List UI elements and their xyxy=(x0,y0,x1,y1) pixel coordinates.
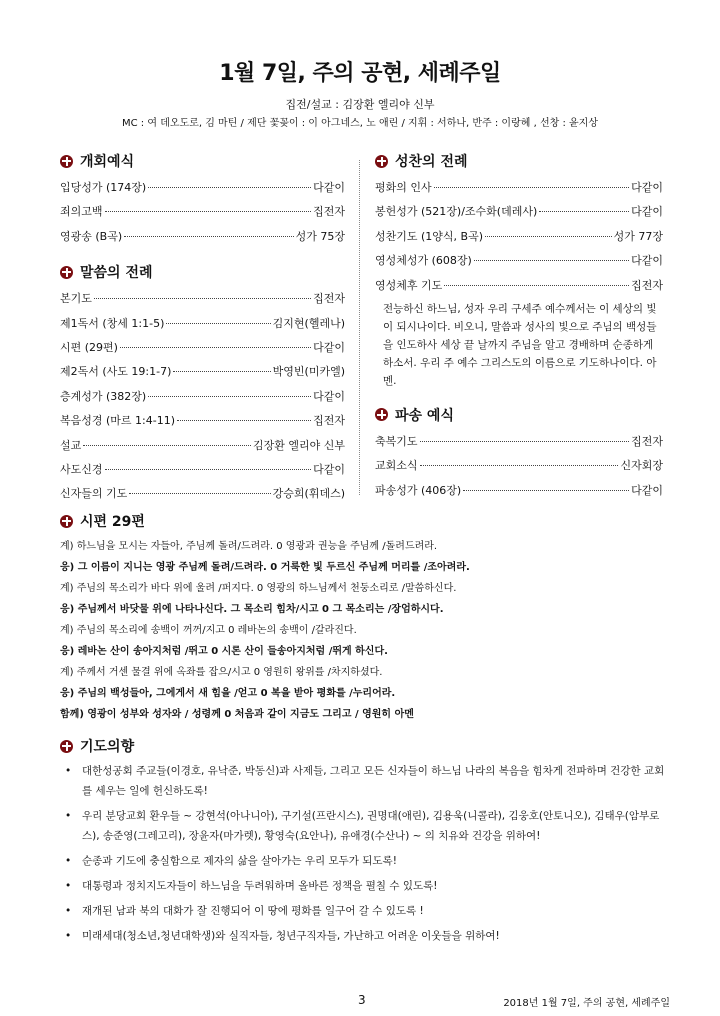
bullet-icon: • xyxy=(65,930,72,942)
footer-date-title: 2018년 1월 7일, 주의 공현, 세례주일 xyxy=(503,998,670,1009)
order-label: 평화의 인사 xyxy=(375,181,432,194)
order-row xyxy=(375,249,663,273)
psalm-lines xyxy=(60,536,670,725)
order-label: 복음성경 (마르 1:4-11) xyxy=(60,414,176,428)
psalm-line: 응) 그 이름이 지니는 영광 주님께 돌려/드려라. 0 거룩한 빛 두르신 주님께 머리를 /조아려라. xyxy=(60,562,470,573)
order-row xyxy=(60,482,345,506)
order-value: 성가 77장 xyxy=(613,229,663,243)
psalm-line: 계) 주께서 거센 물결 위에 옥좌를 잡으/시고 0 영원히 왕위를 /차지하셨다. xyxy=(60,667,383,678)
order-row xyxy=(60,200,345,224)
intention-text: 순종과 기도에 충실함으로 제자의 삶을 살아가는 우리 모두가 되도록! xyxy=(82,855,397,867)
order-value: 다같이 xyxy=(631,181,663,194)
section-dismissal-heading xyxy=(375,404,663,426)
order-label: 영광송 (B곡) xyxy=(60,229,123,243)
dot-leader xyxy=(434,187,629,188)
dot-leader xyxy=(129,493,270,494)
cross-icon xyxy=(375,155,388,168)
section-title: 개회예식 xyxy=(80,154,135,170)
bullet-icon: • xyxy=(65,905,72,917)
order-row xyxy=(375,479,663,503)
order-row xyxy=(375,225,663,249)
order-value: 신자회장 xyxy=(620,459,663,473)
page-number: 3 xyxy=(358,993,366,1007)
order-value: 집전자 xyxy=(313,292,345,306)
intention-item xyxy=(60,876,672,896)
psalm-line: 응) 레바논 산이 송아지처럼 /뛰고 0 시론 산이 들송아지처럼 /뛰게 하신다. xyxy=(60,646,388,657)
cross-icon xyxy=(60,155,73,168)
staff-line: MC : 여 데오도로, 김 마틴 / 제단 꽃꽂이 : 이 아그네스, 노 애린 / 지휘 : 서하나, 반주 : 이랑혜 , 선창 : 윤지상 xyxy=(122,118,598,129)
order-label: 시편 (29편) xyxy=(60,340,118,354)
intention-item xyxy=(60,851,672,871)
order-value: 집전자 xyxy=(313,205,345,219)
order-row xyxy=(60,385,345,409)
cross-icon xyxy=(375,408,388,421)
dot-leader xyxy=(124,236,293,237)
order-label: 입당성가 (174장) xyxy=(60,181,147,194)
dot-leader xyxy=(120,347,311,348)
dot-leader xyxy=(94,298,311,299)
order-value: 성가 75장 xyxy=(295,229,345,243)
order-label: 신자들의 기도 xyxy=(60,487,128,501)
order-row xyxy=(60,434,345,458)
column-divider xyxy=(359,160,360,495)
intention-item xyxy=(60,761,672,801)
order-label: 사도신경 xyxy=(60,462,103,476)
celebrant-line: 집전/설교 : 김장환 엘리야 신부 xyxy=(285,98,435,111)
order-value: 집전자 xyxy=(631,278,663,292)
order-value: 다같이 xyxy=(313,340,345,354)
dot-leader xyxy=(474,260,629,261)
section-word-heading xyxy=(60,261,345,283)
order-value: 다같이 xyxy=(313,389,345,403)
order-label: 축복기도 xyxy=(375,434,418,448)
dot-leader xyxy=(105,211,312,212)
section-title: 말씀의 전례 xyxy=(80,265,153,282)
dot-leader xyxy=(463,490,629,491)
order-value: 다같이 xyxy=(631,254,663,268)
order-row xyxy=(60,176,345,200)
intention-item xyxy=(60,901,672,921)
dot-leader xyxy=(105,469,312,470)
section-intentions-heading xyxy=(60,735,672,757)
order-row xyxy=(60,336,345,360)
psalm-line: 계) 주님의 목소리가 바다 위에 울려 /퍼지다. 0 영광의 하느님께서 천둥소리로 /말씀하신다. xyxy=(60,583,457,594)
order-value: 집전자 xyxy=(313,414,345,428)
dot-leader xyxy=(83,445,251,446)
intention-text: 재개된 남과 북의 대화가 잘 진행되어 이 땅에 평화를 일구어 갈 수 있도록 ! xyxy=(82,905,424,917)
dot-leader xyxy=(444,285,629,286)
order-row xyxy=(60,409,345,433)
intention-item xyxy=(60,926,672,946)
order-label: 본기도 xyxy=(60,292,92,306)
order-value: 집전자 xyxy=(631,434,663,448)
bullet-icon: • xyxy=(65,880,72,892)
dot-leader xyxy=(485,236,612,237)
dot-leader xyxy=(166,323,270,324)
bullet-icon: • xyxy=(65,810,72,822)
order-row xyxy=(60,312,345,336)
order-label: 파송성가 (406장) xyxy=(375,483,462,497)
opening-list xyxy=(60,176,345,249)
dismissal-list xyxy=(375,430,663,503)
word-list xyxy=(60,287,345,507)
right-column xyxy=(375,150,663,503)
order-row xyxy=(60,458,345,482)
order-row xyxy=(375,274,663,298)
left-column xyxy=(60,150,345,507)
order-label: 교회소식 xyxy=(375,459,418,473)
intention-text: 대통령과 정치지도자들이 하느님을 두려워하며 올바른 정책을 펼칠 수 있도록! xyxy=(82,880,438,892)
psalm-line: 응) 주님께서 바닷물 위에 나타나신다. 그 목소리 힘차/시고 0 그 목소리는 /장엄하시다. xyxy=(60,604,444,615)
section-psalm-heading xyxy=(60,510,670,532)
bullet-icon: • xyxy=(65,765,72,777)
dot-leader xyxy=(420,441,630,442)
order-row xyxy=(375,176,663,200)
dot-leader xyxy=(539,211,629,212)
dot-leader xyxy=(173,371,270,372)
order-label: 층계성가 (382장) xyxy=(60,389,147,403)
order-label: 성찬기도 (1양식, B곡) xyxy=(375,229,483,243)
order-label: 제1독서 (창세 1:1-5) xyxy=(60,316,165,330)
order-row xyxy=(60,287,345,311)
sacrament-list xyxy=(375,176,663,298)
order-value: 다같이 xyxy=(313,462,345,476)
intention-text: 우리 분당교회 환우들 ~ 강현석(아나니아), 구기설(프란시스), 권명대(애린), 김용욱(니콜라), 김웅호(안토니오), 김태우(암부로스), 송준영(그레고리), 장윤자(마가렛), 황영숙(요안나), 유애경(수산나) ~ 의 치유와 건강을 위하여! xyxy=(82,810,660,842)
intention-item xyxy=(60,806,672,846)
section-title: 기도의향 xyxy=(80,739,135,755)
order-label: 영성체후 기도 xyxy=(375,278,443,292)
order-row xyxy=(375,430,663,454)
order-value: 강승희(휘데스) xyxy=(272,487,345,501)
intention-text: 대한성공회 주교들(이경호, 유낙준, 박동신)과 사제들, 그리고 모든 신자들이 하느님 나라의 복음을 힘차게 전파하며 건강한 교회를 세우는 일에 헌신하도록! xyxy=(82,765,665,797)
psalm-line: 계) 하느님을 모시는 자들아, 주님께 돌려/드려라. 0 영광과 권능을 주님께 /돌려드려라. xyxy=(60,541,438,552)
order-value: 다같이 xyxy=(313,181,345,194)
bullet-icon: • xyxy=(65,855,72,867)
dot-leader xyxy=(148,187,311,188)
order-value: 다같이 xyxy=(631,205,663,219)
order-label: 죄의고백 xyxy=(60,205,103,219)
section-title: 성찬의 전례 xyxy=(395,154,468,170)
section-title: 시편 29편 xyxy=(80,514,145,530)
order-row xyxy=(375,200,663,224)
psalm-line: 함께) 영광이 성부와 성자와 / 성령께 0 처음과 같이 지금도 그리고 / 영원히 아멘 xyxy=(60,709,414,720)
cross-icon xyxy=(60,266,73,279)
order-label: 영성체성가 (608장) xyxy=(375,254,472,268)
order-value: 다같이 xyxy=(631,483,663,497)
dot-leader xyxy=(420,465,619,466)
cross-icon xyxy=(60,515,73,528)
dot-leader xyxy=(177,420,311,421)
psalm-line: 계) 주님의 목소리에 송백이 꺼꺼/지고 0 레바논의 송백이 /갈라진다. xyxy=(60,625,357,636)
order-label: 제2독서 (사도 19:1-7) xyxy=(60,365,172,379)
order-row xyxy=(60,225,345,249)
order-row xyxy=(60,360,345,384)
psalm-line: 응) 주님의 백성들아, 그에게서 새 힘을 /얻고 0 복을 받아 평화를 /누리어라. xyxy=(60,688,396,699)
order-row xyxy=(375,454,663,478)
psalm-section xyxy=(60,510,670,725)
section-sacrament-heading xyxy=(375,150,663,172)
order-label: 봉헌성가 (521장)/조수화(데레사) xyxy=(375,205,538,219)
intentions-section xyxy=(60,735,672,951)
dot-leader xyxy=(148,396,311,397)
page-title: 1월 7일, 주의 공현, 세례주일 xyxy=(219,61,501,86)
intention-text: 미래세대(청소년,청년대학생)와 실직자들, 청년구직자들, 가난하고 어려운 이웃들을 위하여! xyxy=(82,930,500,942)
order-label: 설교 xyxy=(60,438,82,452)
order-value: 김지현(헬레나) xyxy=(272,316,345,330)
order-value: 김장환 엘리야 신부 xyxy=(252,438,345,452)
post-communion-prayer: 전능하신 하느님, 성자 우리 구세주 예수께서는 이 세상의 빛이 되시나이다. 비오니, 말씀과 성사의 빛으로 주님의 백성들을 인도하사 세상 끝 날까지 주님을 알고 경배하며 순종하게 하소서. 우리 주 예수 그리스도의 이름으로 기도하나이다. 아멘. xyxy=(383,302,657,387)
section-opening-heading xyxy=(60,150,345,172)
order-value: 박영빈(미카엘) xyxy=(272,365,345,379)
section-title: 파송 예식 xyxy=(395,407,454,424)
intentions-list xyxy=(60,761,672,946)
cross-icon xyxy=(60,740,73,753)
